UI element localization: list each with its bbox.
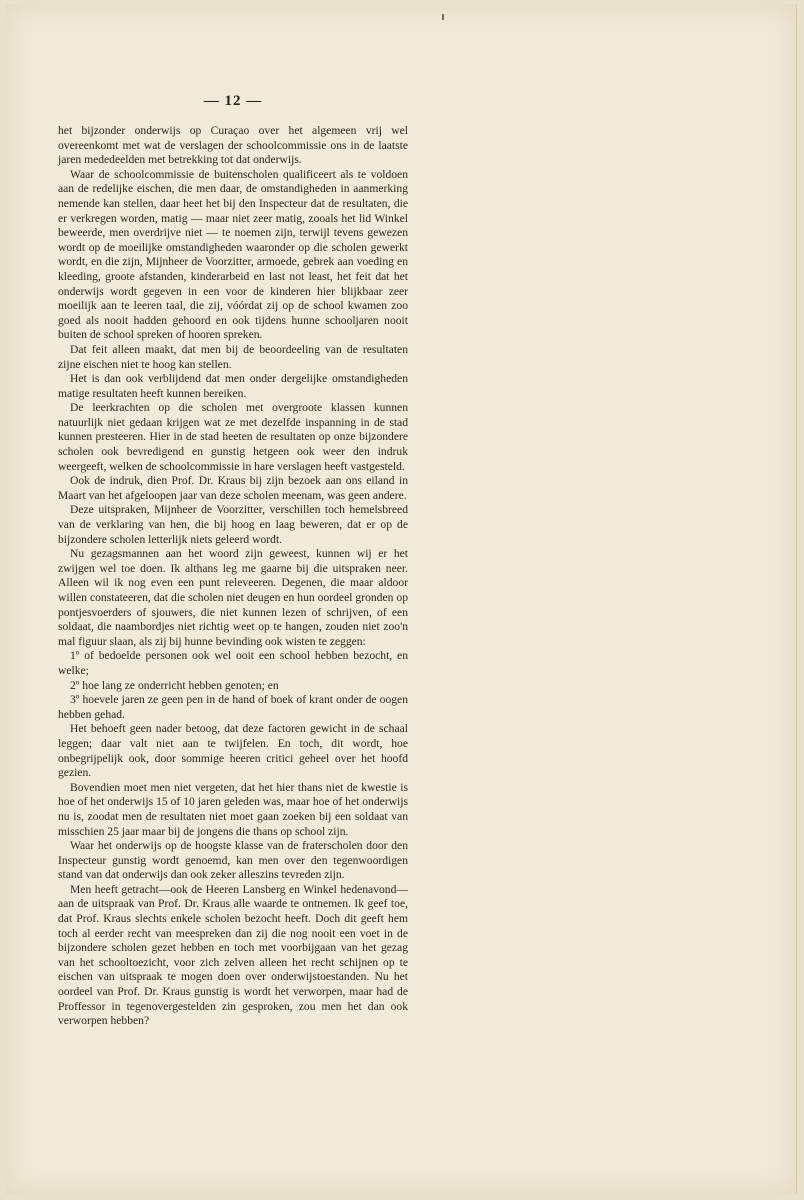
paragraph-7: Deze uitspraken, Mijnheer de Voorzitter, verschillen toch hemelsbreed van de verklaring van hen, die bij hoog en laag beweren, dat er op de bijzondere scholen letterlijk niets geleerd wordt. (58, 503, 408, 546)
paragraph-3: Dat feit alleen maakt, dat men bij de beoordeeling van de resultaten zijne eischen niet te hoog kan stellen. (58, 342, 408, 371)
page-number: — 12 — (203, 93, 263, 109)
paragraph-11: Waar het onderwijs op de hoogste klasse van de fraterscholen door den Inspecteur gunstig wordt genoemd, kan men over den tegenwoordigen stand van dat onderwijs dan ook zeker alleszins tevreden zijn. (58, 839, 408, 882)
paragraph-6: Ook de indruk, dien Prof. Dr. Kraus bij zijn bezoek aan ons eiland in Maart van het afgeloopen jaar van deze scholen meenam, was geen andere. (58, 474, 408, 502)
paragraph-2: Waar de schoolcommissie de buitenscholen qualificeert als te voldoen aan de redelijke eischen, die men daar, de omstandigheden in aanmerking nemende kan stellen, daar heet het bij den Inspecteur dat de resultaten, die er verkregen worden, matig — maar niet zeer matig, zooals het lid Winkel beweerde, men overdrijve niet — te noemen zijn, terwijl tevens gewezen wordt op de moeilijke omstandigheden waaronder op die scholen gewerkt wordt, en die zijn, Mijnheer de Voorzitter, armoede, gebrek aan voeding en kleeding, groote afstanden, kinderarbeid en last not least, het feit dat het onderwijs wordt gegeven in een voor de kinderen hier blijkbaar zeer moeilijk aan te leeren taal, die zij, vóórdat zij op de school kwamen zoo goed als nooit hadden gehoord en ook tijdens hunne schooljaren nooit buiten de school spreken of hooren spreken. (58, 167, 408, 342)
edge-mark (442, 14, 444, 20)
paragraph-12: Men heeft getracht—ook de Heeren Lansberg en Winkel hedenavond—aan de uitspraak van Prof. Dr. Kraus alle waarde te ontnemen. Ik geef toe, dat Prof. Kraus slechts enkele scholen bezocht heeft. Doch dit geeft hem toch al eerder recht van meespreken dan zij die nog nooit een voet in de bijzondere scholen gezet hebben en toch met voorbijgaan van het gezag van het schooltoezicht, voor zich zelven alleen het recht schijnen op te eischen van uitspraak te mogen doen over onderwijstoestanden. Nu het oordeel van Prof. Dr. Kraus gunstig is wordt het verworpen, maar had de Proffessor in tegenovergestelden zin gesproken, zou men het dan ook verworpen hebben? (58, 882, 408, 1028)
document-page (6, 4, 797, 1194)
paragraph-4: Het is dan ook verblijdend dat men onder dergelijke omstandigheden matige resultaten heeft kunnen bereiken. (58, 372, 408, 400)
paragraph-8: Nu gezagsmannen aan het woord zijn geweest, kunnen wij er het zwijgen wel toe doen. Ik althans leg me gaarne bij die uitspraken neer. Alleen wil ik nog even een punt releveeren. Degenen, die maar aldoor willen constateeren, dat die scholen niet deugen en hun oordeel gronden op pontjesvoerders of sjouwers, die niet kunnen lezen of schrijven, of een soldaat, die naambordjes niet richtig weet op te hangen, zouden niet zoo'n mal figuur slaan, als zij bij hunne bevinding ook wisten te zeggen: (58, 547, 408, 648)
list-item-1: 1º of bedoelde personen ook wel ooit een school hebben bezocht, en welke; (58, 649, 408, 677)
list-item-2: 2º hoe lang ze onderricht hebben genoten; en (70, 678, 279, 692)
paragraph-1: het bijzonder onderwijs op Curaçao over het algemeen vrij wel overeenkomt met wat de verslagen der schoolcommissie ons in de laatste jaren mededeelden met betrekking tot dat onderwijs. (58, 124, 408, 167)
paragraph-5: De leerkrachten op die scholen met overgroote klassen kunnen natuurlijk niet gedaan krijgen wat ze met dezelfde inspanning in de stad kunnen presteeren. Hier in de stad heeten de resultaten op onze bijzondere scholen ook bevredigend en gunstig hetgeen ook weer den indruk weergeeft, welken de schoolcommissie in hare verslagen heeft vastgesteld. (58, 401, 408, 473)
text-column (58, 124, 408, 1029)
paragraph-9: Het behoeft geen nader betoog, dat deze factoren gewicht in de schaal leggen; daar valt niet aan te twijfelen. En toch, dit wordt, hoe onbegrijpelijk ook, door sommige heeren critici geheel over het hoofd gezien. (58, 722, 408, 780)
paragraph-10: Bovendien moet men niet vergeten, dat het hier thans niet de kwestie is hoe of het onderwijs 15 of 10 jaren geleden was, maar hoe of het onderwijs nu is, zoodat men de resultaten niet moet gaan zoeken bij een soldaat van misschien 25 jaar maar bij de jongens die thans op school zijn. (58, 780, 408, 838)
list-item-3: 3º hoevele jaren ze geen pen in de hand of boek of krant onder de oogen hebben gehad. (58, 693, 408, 721)
